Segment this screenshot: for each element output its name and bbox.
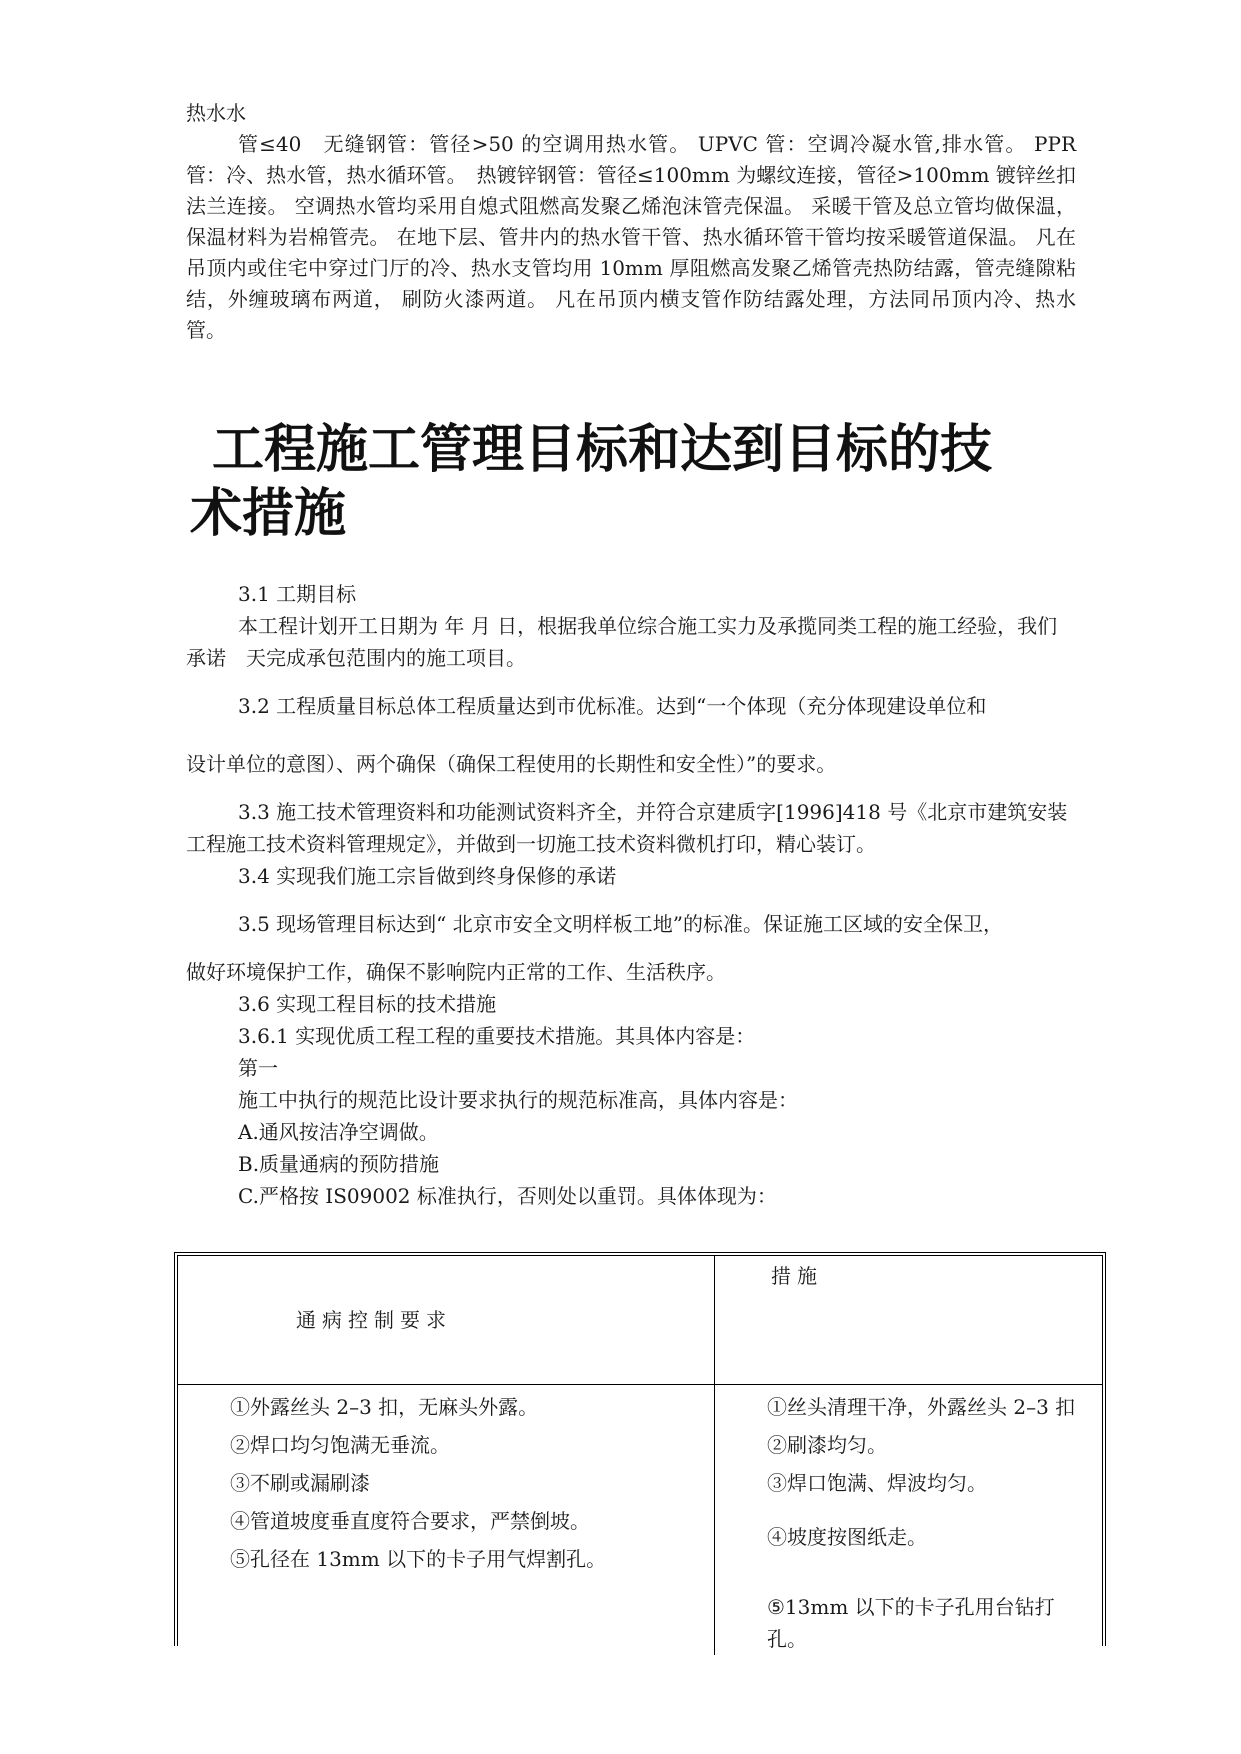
measure-item: ③焊口饱满、焊波均匀。: [767, 1471, 987, 1495]
intro-line: 热水水: [186, 101, 246, 125]
section-3-2-line1: 3.2 工程质量目标总体工程质量达到市优标准。达到“一个体现（充分体现建设单位和: [238, 694, 987, 718]
section-3-1-title: 3.1 工期目标: [238, 582, 357, 606]
heading-line-1: 工程施工管理目标和达到目标的技: [212, 420, 993, 480]
first-label: 第一: [238, 1056, 278, 1080]
table-header-row: [178, 1256, 1102, 1385]
item-a: A.通风按洁净空调做。: [238, 1120, 439, 1144]
requirements-cell: [178, 1385, 715, 1656]
requirement-item: ③不刷或漏刷漆: [230, 1471, 370, 1495]
intro-paragraph: 管≤40 无缝钢管：管径>50 的空调用热水管。 UPVC 管：空调冷凝水管,排水管。 PPR 管：冷、热水管，热水循环管。 热镀锌钢管：管径≤100mm 为螺纹连接，管径>100mm 镀锌丝扣法兰连接。 空调热水管均采用自熄式阻燃高发聚乙烯泡沫管壳保温。 采暖干管及总立管均做保温，保温材料为岩棉管壳。 在地下层、管井内的热水管干管、热水循环管干管均按采暖管道保温。 凡在吊顶内或住宅中穿过门厅的冷、热水支管均用 10mm 厚阻燃高发聚乙烯管壳热防结露，管壳缝隙粘结，外缠玻璃布两道， 刷防火漆两道。 凡在吊顶内横支管作防结露处理，方法同吊顶内冷、热水管。: [186, 132, 1076, 342]
table-row: [178, 1385, 1102, 1656]
requirement-item: ①外露丝头 2–3 扣，无麻头外露。: [230, 1395, 539, 1419]
table-header-right: 措施: [715, 1256, 1103, 1385]
measure-item: ②刷漆均匀。: [767, 1433, 887, 1457]
section-3-4: 3.4 实现我们施工宗旨做到终身保修的承诺: [238, 864, 617, 888]
section-heading: [190, 418, 1032, 546]
section-3-6: 3.6 实现工程目标的技术措施: [238, 992, 497, 1016]
defect-control-table: [174, 1252, 1106, 1651]
section-3-1-body: 本工程计划开工日期为 年 月 日，根据我单位综合施工实力及承揽同类工程的施工经验，我们承诺 天完成承包范围内的施工项目。: [186, 614, 1058, 670]
table-header-left: 通病控制要求: [178, 1256, 715, 1385]
measure-item: ④坡度按图纸走。: [767, 1525, 927, 1549]
standard-text: 施工中执行的规范比设计要求执行的规范标准高，具体内容是：: [238, 1088, 798, 1112]
section-3-5-line1: 3.5 现场管理目标达到“ 北京市安全文明样板工地”的标准。保证施工区域的安全保卫，: [238, 912, 1003, 936]
requirement-item: ⑤孔径在 13mm 以下的卡子用气焊割孔。: [230, 1547, 607, 1571]
measures-cell: [715, 1385, 1103, 1656]
item-b: B.质量通病的预防措施: [238, 1152, 440, 1176]
body-text: [186, 578, 1076, 1212]
intro-block: [186, 98, 1076, 346]
heading-line-2: 术措施: [190, 484, 347, 544]
section-3-6-1: 3.6.1 实现优质工程工程的重要技术措施。其具体内容是：: [238, 1024, 756, 1048]
section-3-3-body: 3.3 施工技术管理资料和功能测试资料齐全，并符合京建质字[1996]418 号《北京市建筑安装工程施工技术资料管理规定》，并做到一切施工技术资料微机打印，精心装订。: [186, 800, 1068, 856]
item-c: C.严格按 IS09002 标准执行，否则处以重罚。具体体现为：: [238, 1184, 777, 1208]
section-3-2-line2: 设计单位的意图）、两个确保（确保工程使用的长期性和安全性）”的要求。: [186, 752, 837, 776]
measure-item: ⑤13mm 以下的卡子孔用台钻打孔。: [767, 1595, 1055, 1651]
requirement-item: ④管道坡度垂直度符合要求，严禁倒坡。: [230, 1509, 590, 1533]
requirement-item: ②焊口均匀饱满无垂流。: [230, 1433, 450, 1457]
section-3-5-line2: 做好环境保护工作，确保不影响院内正常的工作、生活秩序。: [186, 960, 726, 984]
measure-item: ①丝头清理干净，外露丝头 2–3 扣: [767, 1395, 1076, 1419]
